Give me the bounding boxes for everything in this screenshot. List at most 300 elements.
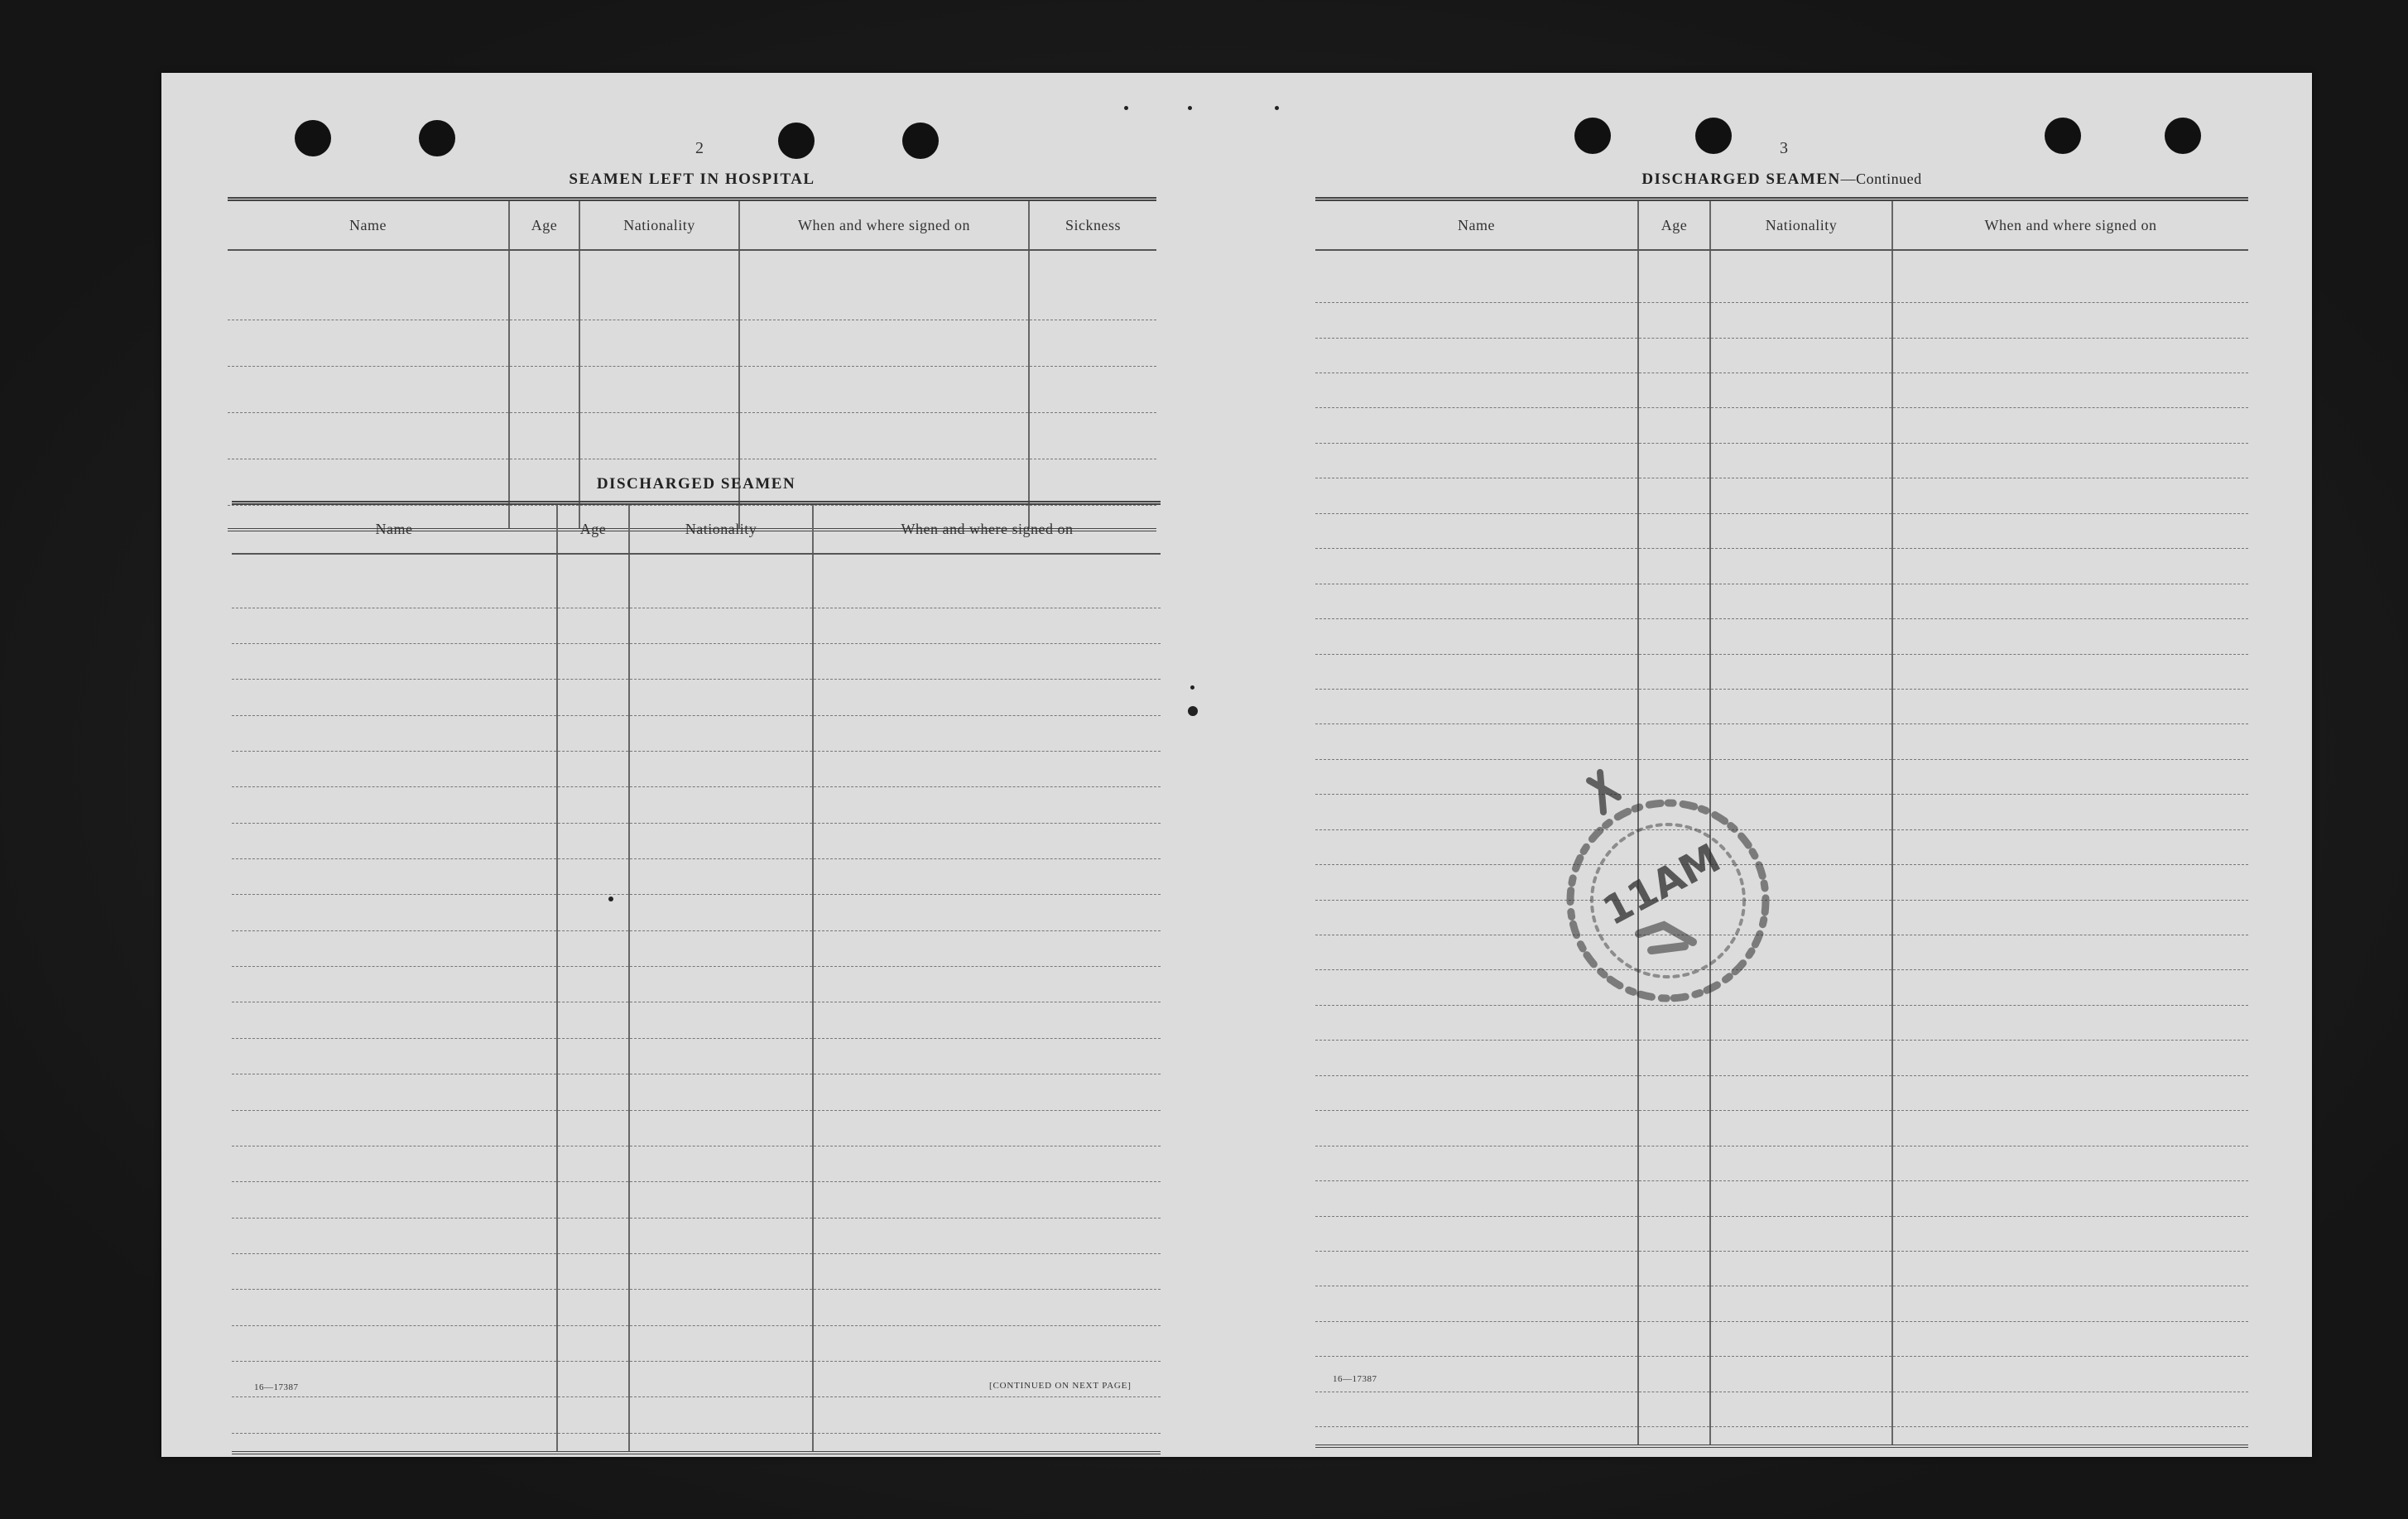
table-cell — [629, 608, 813, 643]
table-cell — [232, 895, 557, 930]
table-cell — [1710, 338, 1892, 373]
table-cell — [232, 715, 557, 751]
table-row — [1315, 478, 2248, 513]
punch-hole — [1695, 118, 1732, 154]
table-row — [1315, 970, 2248, 1005]
table-cell — [1315, 724, 1638, 759]
table-cell — [232, 1254, 557, 1290]
table-cell — [1710, 1181, 1892, 1216]
table-cell — [557, 1362, 629, 1397]
table-row — [232, 751, 1161, 786]
table-cell — [813, 554, 1161, 608]
table-cell — [1892, 829, 2248, 864]
table-cell — [557, 751, 629, 786]
table-cell — [739, 412, 1029, 459]
table-cell — [557, 930, 629, 966]
table-cell — [557, 1038, 629, 1074]
table-row — [232, 643, 1161, 679]
table-row — [228, 320, 1156, 366]
table-cell — [629, 751, 813, 786]
hospital-section-title: SEAMEN LEFT IN HOSPITAL — [569, 171, 815, 188]
table-row — [1315, 619, 2248, 654]
table-row — [1315, 1005, 2248, 1040]
table-cell — [557, 715, 629, 751]
table-cell — [1892, 1286, 2248, 1321]
table-cell — [1892, 373, 2248, 408]
table-cell — [1710, 584, 1892, 618]
table-row — [1315, 373, 2248, 408]
table-cell — [1710, 1146, 1892, 1180]
table-cell — [813, 930, 1161, 966]
table-cell — [1638, 1181, 1710, 1216]
table-cell — [1315, 478, 1638, 513]
table-cell — [1315, 373, 1638, 408]
table-cell — [1710, 724, 1892, 759]
table-cell — [1892, 1392, 2248, 1426]
table-cell — [509, 250, 579, 320]
table-cell — [1892, 654, 2248, 689]
table-cell — [1710, 1251, 1892, 1286]
table-cell — [1638, 1427, 1710, 1444]
punch-hole — [419, 120, 455, 156]
table-cell — [629, 680, 813, 715]
table-cell — [232, 1218, 557, 1253]
table-cell — [232, 1397, 557, 1433]
table-cell — [579, 320, 739, 366]
punch-hole — [295, 120, 331, 156]
column-header-age: Age — [1638, 201, 1710, 250]
table-cell — [1638, 1251, 1710, 1286]
discharged-continued-title-suffix: —Continued — [1840, 171, 1922, 187]
punch-hole — [2045, 118, 2081, 154]
table-cell — [1710, 1111, 1892, 1146]
table-cell — [1315, 1286, 1638, 1321]
table-cell — [1638, 443, 1710, 478]
table-cell — [1892, 1075, 2248, 1110]
table-cell — [557, 1110, 629, 1146]
table-cell — [232, 608, 557, 643]
table-row — [232, 787, 1161, 823]
table-cell — [232, 1146, 557, 1181]
table-row — [1315, 900, 2248, 935]
table-cell — [629, 1433, 813, 1451]
table-row — [1315, 1075, 2248, 1110]
table-row — [1315, 1357, 2248, 1392]
table-cell — [813, 823, 1161, 858]
table-cell — [1892, 1111, 2248, 1146]
table-cell — [232, 1002, 557, 1038]
table-cell — [228, 320, 509, 366]
table-cell — [1892, 549, 2248, 584]
table-cell — [1638, 1286, 1710, 1321]
table-cell — [1029, 366, 1156, 412]
table-cell — [509, 320, 579, 366]
table-cell — [1892, 1321, 2248, 1356]
table-cell — [232, 930, 557, 966]
table-cell — [1892, 1005, 2248, 1040]
table-row — [232, 1002, 1161, 1038]
scan-speck — [1190, 685, 1194, 690]
table-row — [1315, 1286, 2248, 1321]
table-cell — [629, 1002, 813, 1038]
scan-speck — [1124, 106, 1128, 110]
table-cell — [629, 895, 813, 930]
table-cell — [1710, 619, 1892, 654]
table-cell — [1638, 654, 1710, 689]
punch-hole — [778, 123, 815, 159]
table-cell — [1892, 478, 2248, 513]
table-row — [232, 608, 1161, 643]
table-row — [1315, 724, 2248, 759]
table-cell — [557, 1218, 629, 1253]
discharged-continued-title-main: DISCHARGED SEAMEN — [1641, 171, 1841, 188]
table-cell — [813, 967, 1161, 1002]
table-row — [232, 930, 1161, 966]
column-header-nationality: Nationality — [1710, 201, 1892, 250]
table-cell — [1710, 1075, 1892, 1110]
table-cell — [1710, 1216, 1892, 1251]
table-cell — [557, 1290, 629, 1325]
table-cell — [813, 643, 1161, 679]
table-cell — [1892, 724, 2248, 759]
table-cell — [1892, 303, 2248, 338]
table-row — [1315, 1392, 2248, 1426]
stamp-smudge — [1589, 772, 1618, 812]
column-header-nationality: Nationality — [629, 505, 813, 554]
table-row — [1315, 654, 2248, 689]
table-cell — [1029, 320, 1156, 366]
discharged-continued-table — [1315, 197, 2248, 1448]
table-row — [232, 554, 1161, 608]
table-row — [232, 1325, 1161, 1361]
table-cell — [1892, 338, 2248, 373]
scan-speck — [608, 896, 613, 901]
table-cell — [1892, 689, 2248, 723]
table-cell — [1315, 1251, 1638, 1286]
table-row — [1315, 584, 2248, 618]
table-cell — [813, 608, 1161, 643]
table-cell — [232, 1433, 557, 1451]
table-cell — [579, 250, 739, 320]
stamp-time-text: 11AM — [1595, 834, 1728, 935]
table-row — [1315, 443, 2248, 478]
table-row — [1315, 1111, 2248, 1146]
table-row — [1315, 1427, 2248, 1444]
table-cell — [813, 1325, 1161, 1361]
table-row — [1315, 549, 2248, 584]
table-cell — [1315, 584, 1638, 618]
ledger-sheet — [161, 73, 2312, 1457]
scan-speck — [1188, 106, 1192, 110]
table-cell — [1315, 303, 1638, 338]
table-cell — [1638, 408, 1710, 443]
table-cell — [557, 1002, 629, 1038]
table-cell — [557, 643, 629, 679]
table-cell — [1710, 1286, 1892, 1321]
table-cell — [1892, 865, 2248, 900]
page-number-right: 3 — [1780, 139, 1788, 157]
table-row — [1315, 795, 2248, 829]
table-cell — [813, 1254, 1161, 1290]
table-cell — [1315, 338, 1638, 373]
table-cell — [1315, 443, 1638, 478]
column-header-age: Age — [557, 505, 629, 554]
table-cell — [557, 680, 629, 715]
table-cell — [1638, 478, 1710, 513]
table-cell — [1315, 1041, 1638, 1075]
table-cell — [232, 1110, 557, 1146]
table-cell — [629, 787, 813, 823]
table-cell — [1710, 373, 1892, 408]
table-cell — [1710, 1357, 1892, 1392]
table-cell — [232, 859, 557, 895]
table-cell — [1638, 1075, 1710, 1110]
table-cell — [1710, 303, 1892, 338]
table-cell — [813, 895, 1161, 930]
table-row — [1315, 1251, 2248, 1286]
table-cell — [813, 859, 1161, 895]
table-cell — [629, 1397, 813, 1433]
table-cell — [1638, 1111, 1710, 1146]
table-cell — [629, 1325, 813, 1361]
table-cell — [557, 1254, 629, 1290]
table-cell — [739, 320, 1029, 366]
table-cell — [629, 823, 813, 858]
table-cell — [1710, 549, 1892, 584]
table-cell — [1315, 1216, 1638, 1251]
table-cell — [232, 787, 557, 823]
table-cell — [1710, 443, 1892, 478]
table-cell — [1892, 1041, 2248, 1075]
column-header-name: Name — [1315, 201, 1638, 250]
table-cell — [1638, 1321, 1710, 1356]
table-cell — [1315, 250, 1638, 303]
table-cell — [1638, 724, 1710, 759]
table-cell — [232, 823, 557, 858]
table-cell — [813, 1110, 1161, 1146]
column-header-sickness: Sickness — [1029, 201, 1156, 250]
table-cell — [629, 1290, 813, 1325]
table-row — [1315, 935, 2248, 970]
table-cell — [1315, 1392, 1638, 1426]
table-row — [1315, 303, 2248, 338]
table-cell — [1710, 408, 1892, 443]
table-cell — [629, 1146, 813, 1181]
table-row — [232, 1397, 1161, 1433]
punch-hole — [2165, 118, 2201, 154]
table-cell — [1638, 338, 1710, 373]
table-cell — [629, 1074, 813, 1110]
table-cell — [557, 895, 629, 930]
table-cell — [813, 715, 1161, 751]
table-row — [232, 1110, 1161, 1146]
table-cell — [629, 554, 813, 608]
table-row — [228, 412, 1156, 459]
table-cell — [1892, 1251, 2248, 1286]
table-row — [232, 680, 1161, 715]
table-row — [1315, 1181, 2248, 1216]
table-cell — [228, 366, 509, 412]
table-cell — [1710, 1321, 1892, 1356]
table-cell — [1638, 584, 1710, 618]
table-cell — [1315, 654, 1638, 689]
punch-hole — [1574, 118, 1611, 154]
table-cell — [232, 554, 557, 608]
table-cell — [813, 1433, 1161, 1451]
table-row — [1315, 1321, 2248, 1356]
table-row — [1315, 513, 2248, 548]
table-cell — [813, 680, 1161, 715]
table-cell — [629, 1038, 813, 1074]
table-cell — [1892, 619, 2248, 654]
table-cell — [1638, 513, 1710, 548]
table-row — [228, 250, 1156, 320]
table-cell — [557, 859, 629, 895]
table-cell — [1315, 1111, 1638, 1146]
table-cell — [813, 1397, 1161, 1433]
table-cell — [1638, 1041, 1710, 1075]
table-cell — [232, 680, 557, 715]
table-cell — [579, 366, 739, 412]
table-cell — [1892, 584, 2248, 618]
table-cell — [1892, 1357, 2248, 1392]
table-cell — [813, 787, 1161, 823]
table-row — [1315, 1146, 2248, 1180]
table-row — [1315, 250, 2248, 303]
punch-hole — [902, 123, 939, 159]
table-cell — [813, 751, 1161, 786]
continued-note: [CONTINUED ON NEXT PAGE] — [989, 1381, 1132, 1391]
table-row — [1315, 689, 2248, 723]
table-cell — [228, 250, 509, 320]
table-cell — [1892, 250, 2248, 303]
table-cell — [557, 787, 629, 823]
table-row — [232, 1254, 1161, 1290]
table-row — [232, 1074, 1161, 1110]
table-cell — [813, 1038, 1161, 1074]
table-cell — [1710, 689, 1892, 723]
table-row — [232, 1038, 1161, 1074]
table-cell — [1315, 1321, 1638, 1356]
table-cell — [232, 1325, 557, 1361]
table-row — [232, 1290, 1161, 1325]
table-row — [232, 1433, 1161, 1451]
column-header-signed-on: When and where signed on — [739, 201, 1029, 250]
table-cell — [232, 751, 557, 786]
table-cell — [557, 1182, 629, 1218]
table-cell — [232, 1038, 557, 1074]
column-header-name: Name — [232, 505, 557, 554]
table-cell — [629, 1110, 813, 1146]
table-cell — [557, 1074, 629, 1110]
table-cell — [1892, 1216, 2248, 1251]
table-row — [1315, 829, 2248, 864]
table-row — [1315, 338, 2248, 373]
table-cell — [629, 1218, 813, 1253]
table-cell — [813, 1074, 1161, 1110]
table-cell — [1315, 408, 1638, 443]
table-cell — [1638, 549, 1710, 584]
table-cell — [557, 1325, 629, 1361]
scan-speck — [1188, 706, 1198, 716]
table-cell — [579, 412, 739, 459]
table-cell — [1315, 689, 1638, 723]
table-cell — [629, 967, 813, 1002]
table-cell — [232, 967, 557, 1002]
table-cell — [557, 1433, 629, 1451]
table-cell — [629, 1254, 813, 1290]
table-cell — [1710, 1041, 1892, 1075]
column-header-signed-on: When and where signed on — [813, 505, 1161, 554]
table-row — [232, 1218, 1161, 1253]
table-cell — [1315, 1075, 1638, 1110]
table-cell — [1710, 250, 1892, 303]
table-cell — [1638, 1357, 1710, 1392]
column-header-name: Name — [228, 201, 509, 250]
discharged-table-body — [232, 554, 1161, 1451]
table-cell — [1892, 970, 2248, 1005]
column-header-nationality: Nationality — [579, 201, 739, 250]
scan-speck — [1275, 106, 1279, 110]
table-cell — [232, 1290, 557, 1325]
table-row — [1315, 759, 2248, 794]
discharged-table — [232, 501, 1161, 1454]
table-cell — [232, 643, 557, 679]
discharged-continued-table-body — [1315, 250, 2248, 1444]
table-cell — [1710, 513, 1892, 548]
table-cell — [1638, 250, 1710, 303]
table-cell — [1029, 412, 1156, 459]
table-cell — [1638, 1392, 1710, 1426]
table-cell — [1892, 935, 2248, 970]
table-cell — [1710, 1392, 1892, 1426]
table-cell — [1892, 1427, 2248, 1444]
table-cell — [509, 366, 579, 412]
table-row — [1315, 865, 2248, 900]
table-cell — [1892, 408, 2248, 443]
table-cell — [813, 1146, 1161, 1181]
table-cell — [739, 366, 1029, 412]
table-cell — [1315, 619, 1638, 654]
table-cell — [557, 554, 629, 608]
table-row — [232, 895, 1161, 930]
table-cell — [557, 1397, 629, 1433]
table-cell — [1638, 373, 1710, 408]
table-cell — [1710, 654, 1892, 689]
table-cell — [557, 1146, 629, 1181]
postmark-stamp-icon — [1560, 764, 1776, 1012]
table-cell — [629, 930, 813, 966]
table-cell — [739, 250, 1029, 320]
column-header-signed-on: When and where signed on — [1892, 201, 2248, 250]
table-row — [1315, 1216, 2248, 1251]
table-cell — [813, 1362, 1161, 1397]
table-cell — [629, 859, 813, 895]
table-cell — [1892, 1181, 2248, 1216]
table-cell — [1710, 478, 1892, 513]
table-cell — [1638, 1146, 1710, 1180]
table-cell — [232, 1074, 557, 1110]
table-cell — [1315, 1181, 1638, 1216]
table-cell — [1710, 1427, 1892, 1444]
table-cell — [557, 967, 629, 1002]
table-cell — [1638, 1216, 1710, 1251]
table-cell — [813, 1218, 1161, 1253]
table-cell — [1638, 619, 1710, 654]
table-row — [232, 967, 1161, 1002]
table-cell — [629, 715, 813, 751]
table-row — [232, 1146, 1161, 1181]
